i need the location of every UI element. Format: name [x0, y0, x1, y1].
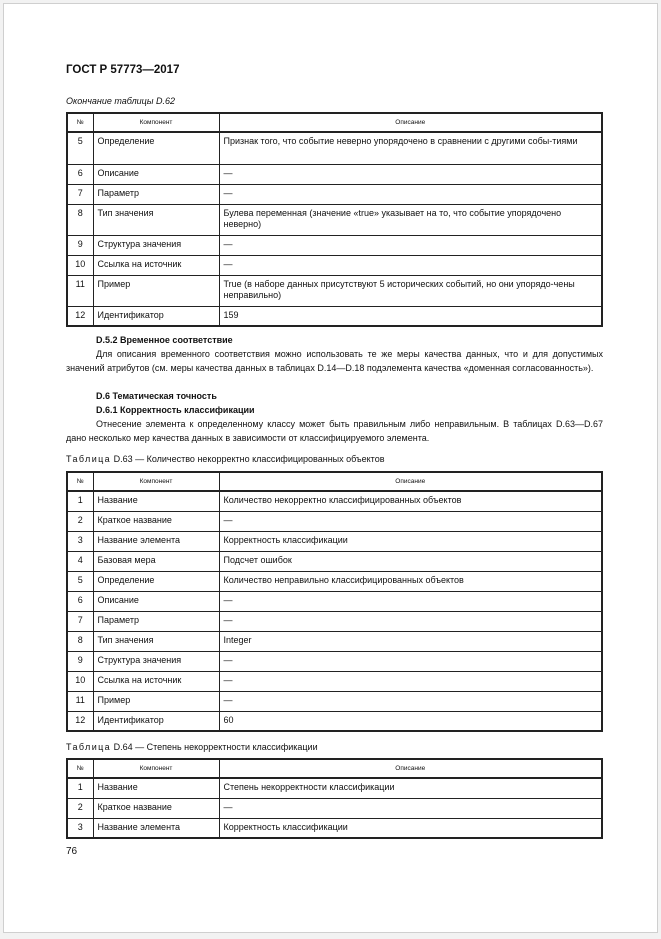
- description-cell: —: [219, 691, 602, 711]
- column-header-description: Описание: [219, 113, 602, 132]
- table-row: [67, 611, 602, 631]
- column-header-number: №: [67, 759, 93, 778]
- table-row: [67, 778, 602, 798]
- description-cell: Количество некорректно классифицированных объектов: [219, 491, 602, 511]
- table-d63-caption: [66, 454, 385, 464]
- table-d63: [66, 471, 603, 732]
- description-cell: Признак того, что событие неверно упорядочено в сравнении с другими собы-тиями: [219, 132, 602, 164]
- section-paragraph: Для описания временного соответствия можно использовать те же меры качества данных, что и для допустимых значений атрибутов (см. меры качества данных в таблицах D.14—D.18 подэлемента качества «доменная согласованность»).: [66, 349, 603, 373]
- table-row: [67, 164, 602, 184]
- row-number-cell: 7: [67, 611, 93, 631]
- table-row: [67, 671, 602, 691]
- section-heading: D.6 Тематическая точность: [96, 391, 217, 401]
- component-cell: Параметр: [93, 184, 219, 204]
- column-header-component: Компонент: [93, 759, 219, 778]
- table-row: [67, 511, 602, 531]
- table-row: [67, 235, 602, 255]
- description-cell: Integer: [219, 631, 602, 651]
- description-cell: —: [219, 511, 602, 531]
- description-cell: True (в наборе данных присутствуют 5 исторических событий, но они упорядо-чены неправильно): [219, 275, 602, 306]
- table-row: [67, 255, 602, 275]
- component-cell: Структура значения: [93, 651, 219, 671]
- row-number-cell: 9: [67, 651, 93, 671]
- component-cell: Описание: [93, 164, 219, 184]
- description-cell: Количество неправильно классифицированных объектов: [219, 571, 602, 591]
- description-cell: 60: [219, 711, 602, 731]
- component-cell: Идентификатор: [93, 306, 219, 326]
- component-cell: Тип значения: [93, 631, 219, 651]
- caption-text: D.64 — Степень некорректности классификации: [111, 742, 318, 752]
- component-cell: Пример: [93, 691, 219, 711]
- description-cell: Корректность классификации: [219, 818, 602, 838]
- page-number: 76: [66, 846, 78, 857]
- description-cell: —: [219, 651, 602, 671]
- component-cell: Ссылка на источник: [93, 671, 219, 691]
- row-number-cell: 2: [67, 798, 93, 818]
- table-row: [67, 798, 602, 818]
- row-number-cell: 10: [67, 671, 93, 691]
- component-cell: Определение: [93, 571, 219, 591]
- description-cell: Корректность классификации: [219, 531, 602, 551]
- table-row: [67, 631, 602, 651]
- table-row: [67, 571, 602, 591]
- component-cell: Структура значения: [93, 235, 219, 255]
- table-body: [67, 491, 602, 731]
- table-row: [67, 691, 602, 711]
- section-paragraph: Отнесение элемента к определенному классу может быть правильным либо неправильным. В таблицах D.63—D.67 дано несколько мер качества данных в зависимости от классифицируемого элемента.: [66, 419, 603, 443]
- table-d64: [66, 758, 603, 839]
- component-cell: Краткое название: [93, 798, 219, 818]
- row-number-cell: 5: [67, 571, 93, 591]
- row-number-cell: 12: [67, 306, 93, 326]
- row-number-cell: 11: [67, 691, 93, 711]
- row-number-cell: 3: [67, 531, 93, 551]
- description-cell: —: [219, 184, 602, 204]
- row-number-cell: 6: [67, 164, 93, 184]
- section-d61: [66, 403, 603, 445]
- column-header-number: №: [67, 472, 93, 491]
- component-cell: Тип значения: [93, 204, 219, 235]
- table-row: [67, 531, 602, 551]
- table-row: [67, 132, 602, 164]
- table-row: [67, 651, 602, 671]
- row-number-cell: 3: [67, 818, 93, 838]
- section-d6: [66, 389, 603, 403]
- section-heading: D.6.1 Корректность классификации: [96, 405, 255, 415]
- table-d62-end: [66, 112, 603, 327]
- row-number-cell: 12: [67, 711, 93, 731]
- row-number-cell: 9: [67, 235, 93, 255]
- table-row: [67, 306, 602, 326]
- description-cell: —: [219, 164, 602, 184]
- column-header-component: Компонент: [93, 472, 219, 491]
- description-cell: —: [219, 255, 602, 275]
- table-row: [67, 711, 602, 731]
- component-cell: Название: [93, 778, 219, 798]
- row-number-cell: 8: [67, 204, 93, 235]
- description-cell: —: [219, 235, 602, 255]
- description-cell: —: [219, 591, 602, 611]
- row-number-cell: 10: [67, 255, 93, 275]
- description-cell: Булева переменная (значение «true» указывает на то, что событие упорядочено неверно): [219, 204, 602, 235]
- section-heading: D.5.2 Временное соответствие: [96, 335, 233, 345]
- table-row: [67, 591, 602, 611]
- table-header-row: [67, 113, 602, 132]
- caption-prefix: Таблица: [66, 454, 112, 464]
- component-cell: Название элемента: [93, 818, 219, 838]
- row-number-cell: 4: [67, 551, 93, 571]
- table-row: [67, 184, 602, 204]
- document-page: [3, 3, 658, 933]
- table-header-row: [67, 472, 602, 491]
- row-number-cell: 8: [67, 631, 93, 651]
- column-header-description: Описание: [219, 472, 602, 491]
- row-number-cell: 11: [67, 275, 93, 306]
- component-cell: Параметр: [93, 611, 219, 631]
- component-cell: Краткое название: [93, 511, 219, 531]
- description-cell: Подсчет ошибок: [219, 551, 602, 571]
- row-number-cell: 1: [67, 491, 93, 511]
- row-number-cell: 2: [67, 511, 93, 531]
- description-cell: —: [219, 671, 602, 691]
- description-cell: 159: [219, 306, 602, 326]
- row-number-cell: 7: [67, 184, 93, 204]
- table-body: [67, 132, 602, 326]
- table-row: [67, 204, 602, 235]
- table-body: [67, 778, 602, 838]
- row-number-cell: 6: [67, 591, 93, 611]
- component-cell: Название элемента: [93, 531, 219, 551]
- component-cell: Идентификатор: [93, 711, 219, 731]
- table-header-row: [67, 759, 602, 778]
- description-cell: —: [219, 611, 602, 631]
- column-header-description: Описание: [219, 759, 602, 778]
- table-row: [67, 491, 602, 511]
- description-cell: —: [219, 798, 602, 818]
- row-number-cell: 1: [67, 778, 93, 798]
- section-d52: [66, 333, 603, 375]
- caption-prefix: Таблица: [66, 742, 112, 752]
- document-header-title: ГОСТ Р 57773—2017: [66, 64, 180, 76]
- component-cell: Базовая мера: [93, 551, 219, 571]
- table-d64-caption: [66, 742, 318, 752]
- component-cell: Пример: [93, 275, 219, 306]
- component-cell: Название: [93, 491, 219, 511]
- caption-text: D.63 — Количество некорректно классифицированных объектов: [111, 454, 385, 464]
- column-header-component: Компонент: [93, 113, 219, 132]
- table-row: [67, 818, 602, 838]
- row-number-cell: 5: [67, 132, 93, 164]
- component-cell: Описание: [93, 591, 219, 611]
- table-row: [67, 551, 602, 571]
- table-row: [67, 275, 602, 306]
- table-continuation-caption: Окончание таблицы D.62: [66, 96, 175, 106]
- component-cell: Определение: [93, 132, 219, 164]
- component-cell: Ссылка на источник: [93, 255, 219, 275]
- description-cell: Степень некорректности классификации: [219, 778, 602, 798]
- column-header-number: №: [67, 113, 93, 132]
